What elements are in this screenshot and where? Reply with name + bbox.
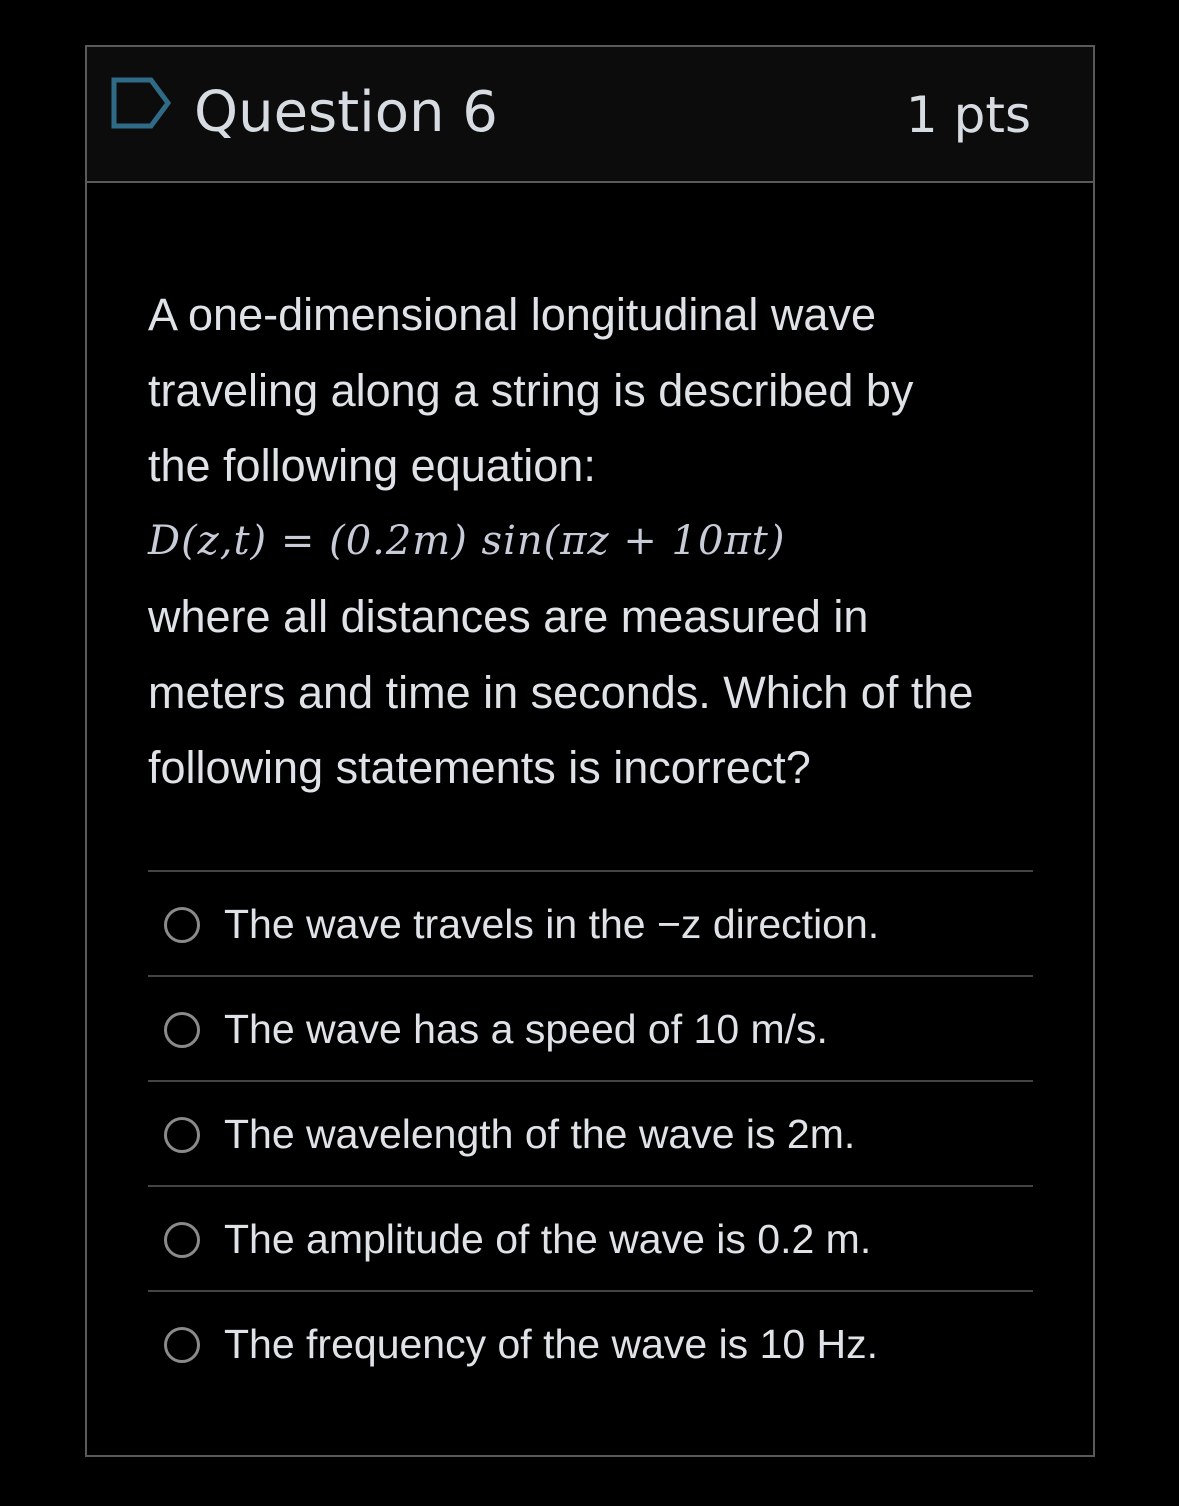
answer-option[interactable]: [148, 1290, 1033, 1395]
answer-label[interactable]: The wave has a speed of 10 m/s.: [224, 1006, 828, 1052]
flag-icon[interactable]: [111, 77, 173, 129]
question-points: 1 pts: [905, 86, 1031, 144]
question-card: [85, 45, 1095, 1457]
question-text-line: A one-dimensional longitudinal wave: [148, 289, 876, 340]
radio-button[interactable]: [164, 1222, 200, 1258]
question-text-line: meters and time in seconds. Which of the: [148, 666, 974, 718]
radio-button[interactable]: [164, 1327, 200, 1363]
answer-label[interactable]: The frequency of the wave is 10 Hz.: [224, 1321, 879, 1367]
question-body: [148, 277, 1048, 806]
answer-option[interactable]: [148, 1080, 1033, 1185]
answer-label[interactable]: The wave travels in the −z direction.: [224, 901, 880, 947]
answer-label[interactable]: The amplitude of the wave is 0.2 m.: [224, 1216, 872, 1262]
radio-button[interactable]: [164, 907, 200, 943]
answer-option[interactable]: [148, 870, 1033, 975]
question-text-line: traveling along a string is described by: [148, 364, 914, 416]
question-header: [87, 47, 1093, 183]
question-text-line: the following equation:: [148, 440, 596, 491]
question-text-line: following statements is incorrect?: [148, 742, 811, 793]
question-text-line: where all distances are measured in: [148, 591, 869, 642]
radio-button[interactable]: [164, 1117, 200, 1153]
answer-list: [148, 870, 1033, 1395]
radio-button[interactable]: [164, 1012, 200, 1048]
question-title: Question 6: [194, 80, 498, 145]
wave-equation: D(z,t) = (0.2m) sin(πz + 10πt): [148, 517, 786, 564]
answer-option[interactable]: [148, 1185, 1033, 1290]
answer-option[interactable]: [148, 975, 1033, 1080]
answer-label[interactable]: The wavelength of the wave is 2m.: [224, 1111, 856, 1157]
